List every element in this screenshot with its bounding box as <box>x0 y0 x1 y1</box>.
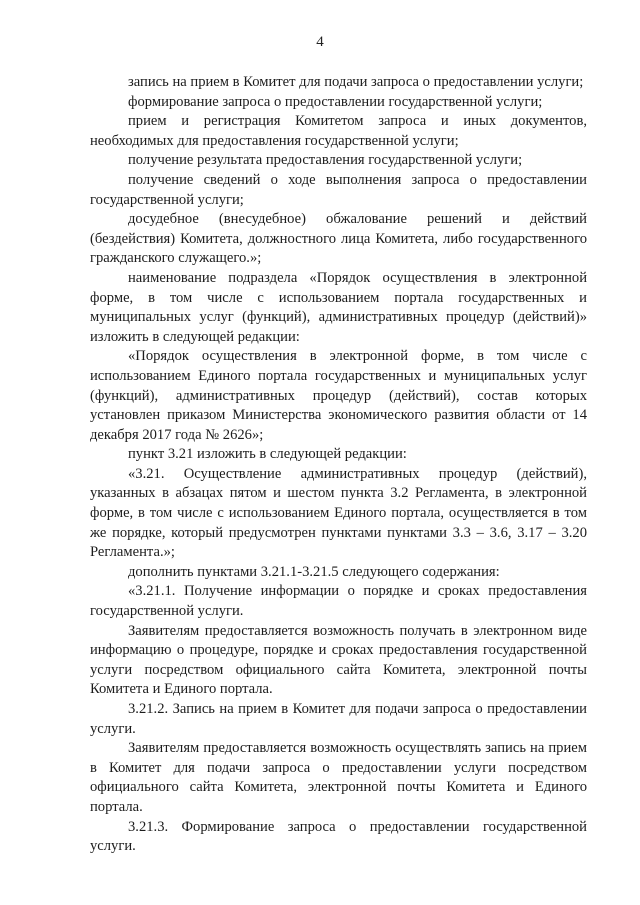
page-number: 4 <box>316 34 324 50</box>
paragraph-6: досудебное (внесудебное) обжалование решений и действий (бездействия) Комитета, должностного лица Комитета, либо государственного гражданского служащего.»; <box>90 211 587 267</box>
paragraph-13: Заявителям предоставляется возможность получать в электронном виде информацию о процедуре, порядке и сроках предоставления государственной услуги посредством официального сайта Комитета, электронной почты Комитета и Единого портала. <box>90 622 587 698</box>
paragraph-14: 3.21.2. Запись на прием в Комитет для подачи запроса о предоставлении услуги. <box>90 701 587 737</box>
paragraph-4: получение результата предоставления государственной услуги; <box>128 152 523 169</box>
paragraph-1: запись на прием в Комитет для подачи запроса о предоставлении услуги; <box>128 74 584 90</box>
paragraph-7: наименование подраздела «Порядок осуществления в электронной форме, в том числе с использованием портала государственных и муниципальных услуг (функций), административных процедур (действий)» изложить в следующей редакции: <box>90 269 587 345</box>
paragraph-10: «3.21. Осуществление административных процедур (действий), указанных в абзацах пятом и шестом пункта 3.2 Регламента, в электронной форме, в том числе с использованием Единого портала, осуществляется в том же порядке, который предусмотрен пунктами пунктами 3.3 – 3.6, 3.17 – 3.20 Регламента.»; <box>90 465 587 561</box>
paragraph-15: Заявителям предоставляется возможность осуществлять запись на прием в Комитет для подачи запроса о предоставлении услуги посредством официального сайта Комитета, электронной почты Комитета и Единого портала. <box>90 740 587 815</box>
document-body <box>90 73 587 857</box>
paragraph-16: 3.21.3. Формирование запроса о предоставлении государственной услуги. <box>90 818 587 855</box>
paragraph-2: формирование запроса о предоставлении государственной услуги; <box>128 93 543 110</box>
paragraph-3: прием и регистрация Комитетом запроса и иных документов, необходимых для предоставления государственной услуги; <box>90 113 587 149</box>
paragraph-11: дополнить пунктами 3.21.1-3.21.5 следующего содержания: <box>128 563 500 580</box>
paragraph-5: получение сведений о ходе выполнения запроса о предоставлении государственной услуги; <box>90 171 587 208</box>
paragraph-12: «3.21.1. Получение информации о порядке и сроках предоставления государственной услуги. <box>90 583 587 620</box>
paragraph-8: «Порядок осуществления в электронной форме, в том числе с использованием Единого портала государственных и муниципальных услуг (функций), административных процедур (действий), состав которых установлен приказом Министерства экономического развития области от 14 декабря 2017 года № 2626»; <box>90 348 587 443</box>
paragraph-9: пункт 3.21 изложить в следующей редакции: <box>128 446 407 463</box>
